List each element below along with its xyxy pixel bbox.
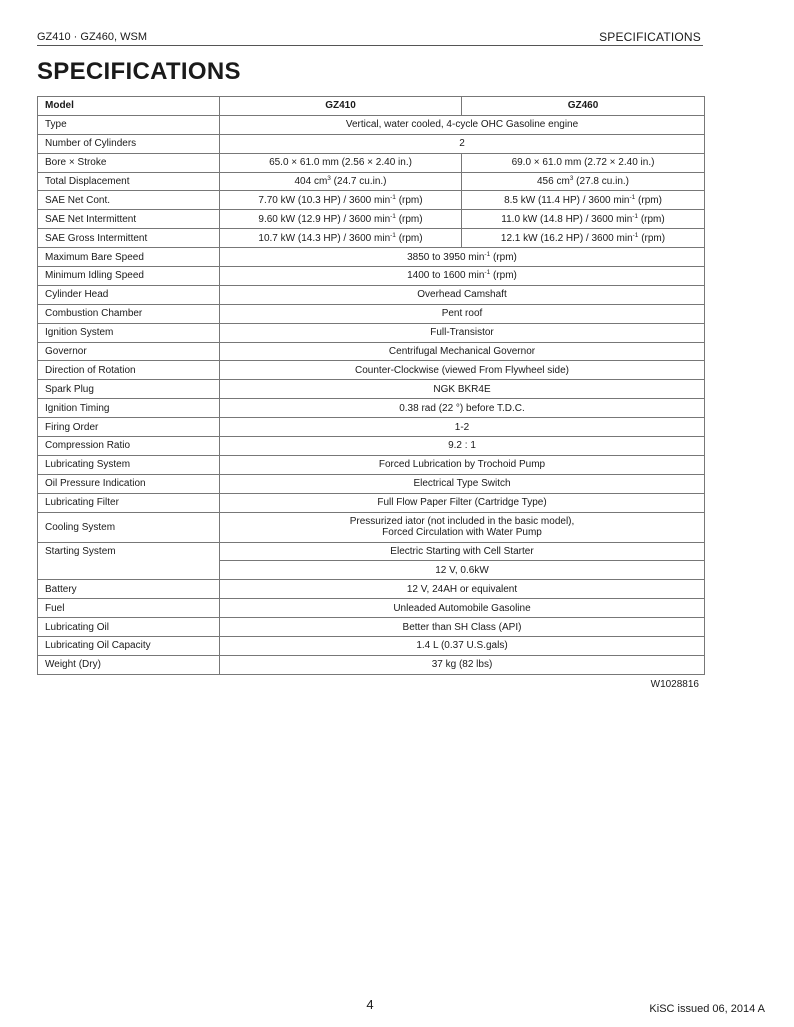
spec-value: 12 V, 0.6kW [220,561,705,580]
table-row [38,267,705,286]
header-divider [37,45,703,46]
table-row [38,342,705,361]
value-text: (27.8 cu.in.) [573,176,629,187]
table-header-row [38,97,705,116]
spec-value: Electrical Type Switch [220,474,705,493]
spec-value-gz460: 69.0 × 61.0 mm (2.72 × 2.40 in.) [462,153,705,172]
spec-label: SAE Gross Intermittent [38,229,220,248]
table-row [38,229,705,248]
value-superscript: -1 [484,250,491,258]
value-text: (24.7 cu.in.) [330,176,387,187]
spec-value-gz410 [220,210,462,229]
value-text: (rpm) [395,194,423,206]
spec-value: NGK BKR4E [220,380,705,399]
table-row [38,512,705,542]
spec-value: 37 kg (82 lbs) [220,655,705,674]
spec-label: SAE Net Cont. [38,191,220,210]
table-row [38,418,705,437]
page-title: SPECIFICATIONS [37,58,241,85]
value-superscript: 3 [569,175,574,182]
gz410-header-cell: GZ410 [220,97,462,116]
spec-label: Cooling System [38,512,220,542]
table-row [38,115,705,134]
table-row [38,380,705,399]
spec-label: Ignition System [38,323,220,342]
table-row [38,248,705,267]
table-row [38,361,705,380]
spec-label: Governor [38,342,220,361]
value-line: Pressurized iator (not included in the basic model), [349,516,575,528]
table-row [38,285,705,304]
value-text: 1400 to 1600 min [407,270,485,282]
issue-info: KiSC issued 06, 2014 A [649,1003,765,1015]
spec-label: Compression Ratio [38,437,220,456]
value-text: 10.7 kW (14.3 HP) / 3600 min [258,232,391,244]
model-header-cell: Model [38,97,220,116]
spec-value: Forced Lubrication by Trochoid Pump [220,455,705,474]
table-row [38,172,705,191]
spec-value [220,512,705,542]
table-row [38,210,705,229]
value-text: 404 cm [294,176,328,187]
spec-label: Lubricating Oil [38,618,220,637]
spec-value: 0.38 rad (22 °) before T.D.C. [220,399,705,418]
table-row [38,323,705,342]
spec-value-gz460 [462,172,705,191]
value-text: 9.60 kW (12.9 HP) / 3600 min [258,213,391,225]
spec-value: Electric Starting with Cell Starter [220,542,705,561]
running-header-model: GZ410 · GZ460, WSM [37,31,148,43]
value-superscript: -1 [390,212,396,220]
table-row [38,637,705,656]
running-header-section: SPECIFICATIONS [599,30,701,44]
spec-value-gz460 [462,229,705,248]
spec-label: Total Displacement [38,172,220,191]
spec-value-gz410 [220,191,462,210]
value-text: (rpm) [490,251,517,263]
spec-value: Overhead Camshaft [220,285,705,304]
spec-label: Weight (Dry) [38,655,220,674]
value-superscript: -1 [390,193,396,201]
spec-label: Direction of Rotation [38,361,220,380]
value-superscript: -1 [629,193,636,201]
spec-value: Unleaded Automobile Gasoline [220,599,705,618]
spec-label: Lubricating System [38,455,220,474]
table-row [38,153,705,172]
value-text: (rpm) [395,232,423,244]
spec-label: Ignition Timing [38,399,220,418]
value-superscript: -1 [632,212,639,220]
value-text: 8.5 kW (11.4 HP) / 3600 min [504,194,630,206]
value-text: (rpm) [395,213,423,225]
spec-label: Combustion Chamber [38,304,220,323]
value-text: 7.70 kW (10.3 HP) / 3600 min [258,194,391,206]
spec-label: Bore × Stroke [38,153,220,172]
spec-value-gz410: 65.0 × 61.0 mm (2.56 × 2.40 in.) [220,153,462,172]
table-row [38,399,705,418]
spec-value: Better than SH Class (API) [220,618,705,637]
spec-value: Pent roof [220,304,705,323]
spec-label: Spark Plug [38,380,220,399]
specifications-table [37,96,705,675]
table-row [38,437,705,456]
spec-label: Number of Cylinders [38,134,220,153]
value-superscript: -1 [484,269,491,277]
value-text: (rpm) [635,194,662,206]
spec-label: Maximum Bare Speed [38,248,220,267]
value-line: Forced Circulation with Water Pump [382,527,542,539]
spec-label: Cylinder Head [38,285,220,304]
spec-value-gz460 [462,210,705,229]
value-text: (rpm) [638,232,666,244]
spec-label: Type [38,115,220,134]
spec-value: Vertical, water cooled, 4-cycle OHC Gasoline engine [220,115,705,134]
table-row [38,618,705,637]
spec-label: Lubricating Oil Capacity [38,637,220,656]
spec-value: 1-2 [220,418,705,437]
spec-value: Full Flow Paper Filter (Cartridge Type) [220,493,705,512]
table-row [38,304,705,323]
gz460-header-cell: GZ460 [462,97,705,116]
spec-value: 12 V, 24AH or equivalent [220,580,705,599]
spec-value: Full-Transistor [220,323,705,342]
value-text: 456 cm [536,176,570,187]
value-text: 12.1 kW (16.2 HP) / 3600 min [500,232,633,244]
document-code: W1028816 [650,679,699,690]
spec-value: 1.4 L (0.37 U.S.gals) [220,637,705,656]
spec-label: Lubricating Filter [38,493,220,512]
value-superscript: -1 [390,231,396,239]
value-text: 3850 to 3950 min [407,251,485,263]
spec-value: Counter-Clockwise (viewed From Flywheel side) [220,361,705,380]
page-number: 4 [366,997,374,1012]
table-row [38,474,705,493]
spec-value [220,267,705,286]
table-row [38,455,705,474]
value-text: (rpm) [638,213,665,225]
spec-value-gz410 [220,172,462,191]
table-row [38,580,705,599]
table-row [38,599,705,618]
spec-label: SAE Net Intermittent [38,210,220,229]
spec-label: Minimum Idling Speed [38,267,220,286]
value-text: 11.0 kW (14.8 HP) / 3600 min [501,213,633,225]
table-row [38,191,705,210]
spec-value: Centrifugal Mechanical Governor [220,342,705,361]
spec-value: 2 [220,134,705,153]
value-superscript: 3 [327,175,331,182]
table-row [38,655,705,674]
spec-label: Fuel [38,599,220,618]
spec-value [220,248,705,267]
value-text: (rpm) [490,270,517,282]
spec-label: Starting System [38,542,220,580]
spec-label: Firing Order [38,418,220,437]
spec-value-gz460 [462,191,705,210]
table-row [38,542,705,561]
spec-value-gz410 [220,229,462,248]
table-row [38,134,705,153]
spec-value: 9.2 : 1 [220,437,705,456]
spec-label: Oil Pressure Indication [38,474,220,493]
table-row [38,493,705,512]
spec-label: Battery [38,580,220,599]
value-superscript: -1 [632,231,639,239]
